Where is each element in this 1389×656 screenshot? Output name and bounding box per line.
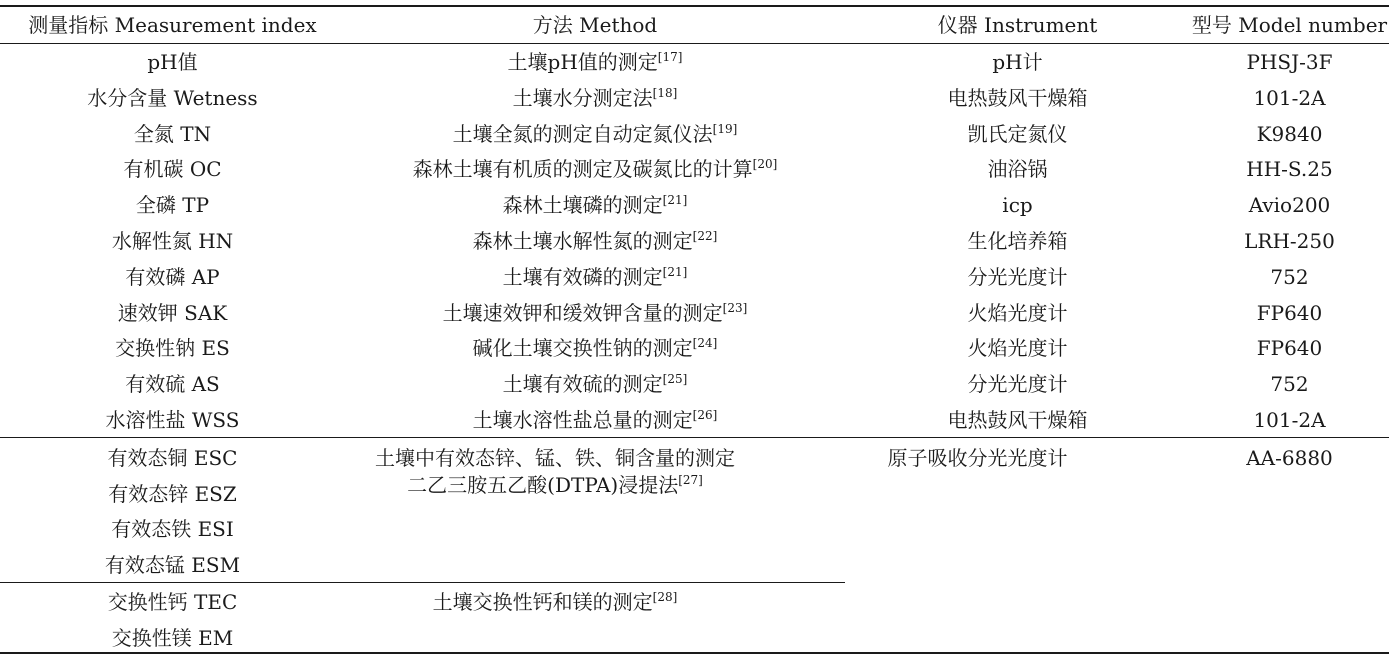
row-method: [345, 116, 845, 152]
row-method: [345, 44, 845, 80]
row-method-ref: [26]: [692, 408, 718, 422]
row-method-ref: [18]: [652, 86, 678, 100]
group1-index-3: 有效态锰 ESM: [104, 553, 241, 577]
row-instrument: icp: [1002, 193, 1033, 217]
row-instrument: 火焰光度计: [967, 336, 1068, 360]
group1-index-0: 有效态铜 ESC: [107, 446, 238, 470]
row-method: [345, 151, 845, 187]
row-index: 全氮 TN: [133, 122, 212, 146]
row-instrument: pH计: [992, 50, 1043, 74]
row-model: 752: [1270, 265, 1309, 289]
row-method-text: 土壤水溶性盐总量的测定: [472, 408, 693, 432]
row-index: 水解性氮 HN: [111, 229, 234, 253]
row-model: FP640: [1256, 336, 1323, 360]
group-rule: [0, 582, 845, 583]
row-model: K9840: [1256, 122, 1323, 146]
group2-method: [345, 584, 765, 620]
row-method: [345, 187, 845, 223]
row-instrument: 电热鼓风干燥箱: [947, 408, 1088, 432]
header-model-number: 型号 Model number: [1191, 13, 1388, 37]
row-model: Avio200: [1248, 193, 1331, 217]
row-instrument: 生化培养箱: [967, 229, 1068, 253]
row-method-ref: [20]: [752, 157, 778, 171]
row-index: pH值: [147, 50, 198, 74]
row-method-text: 土壤水分测定法: [512, 86, 653, 110]
row-index: 速效钾 SAK: [117, 301, 228, 325]
row-method-ref: [21]: [662, 265, 688, 279]
row-method: [345, 295, 845, 331]
row-instrument: 分光光度计: [967, 372, 1068, 396]
row-method-text: 土壤全氮的测定自动定氮仪法: [452, 122, 713, 146]
row-method-ref: [21]: [662, 193, 688, 207]
row-instrument: 电热鼓风干燥箱: [947, 86, 1088, 110]
row-method-ref: [22]: [692, 229, 718, 243]
row-instrument: 油浴锅: [987, 157, 1048, 181]
row-instrument: 凯氏定氮仪: [967, 122, 1068, 146]
row-instrument: 火焰光度计: [967, 301, 1068, 325]
group1-model: AA-6880: [1246, 446, 1333, 470]
row-model: LRH-250: [1244, 229, 1335, 253]
section-rule: [0, 437, 1389, 438]
group1-method-ref: [27]: [678, 473, 703, 487]
group1-index-2: 有效态铁 ESI: [111, 517, 234, 541]
group1-method-line1-text: 土壤中有效态锌、锰、铁、铜含量的测定: [375, 446, 735, 470]
row-method: [345, 402, 845, 438]
row-model: HH-S.25: [1246, 157, 1333, 181]
header-measurement-index: 测量指标 Measurement index: [28, 13, 317, 37]
group2-method-ref: [28]: [652, 590, 678, 604]
group2-index-0: 交换性钙 TEC: [107, 590, 238, 614]
row-index: 有效磷 AP: [125, 265, 220, 289]
row-method-ref: [24]: [692, 336, 718, 350]
group2-index-1: 交换性镁 EM: [111, 626, 234, 650]
row-method-text: 森林土壤有机质的测定及碳氮比的计算: [412, 157, 753, 181]
row-method: [345, 223, 845, 259]
group2-method-text: 土壤交换性钙和镁的测定: [432, 590, 653, 614]
row-index: 全磷 TP: [135, 193, 210, 217]
row-method: [345, 80, 845, 116]
row-method: [345, 366, 845, 402]
row-model: FP640: [1256, 301, 1323, 325]
row-method-ref: [19]: [712, 122, 738, 136]
row-index: 水溶性盐 WSS: [105, 408, 240, 432]
header-instrument: 仪器 Instrument: [937, 13, 1098, 37]
row-index: 有机碳 OC: [123, 157, 222, 181]
row-method: [345, 259, 845, 295]
row-method-text: 土壤pH值的测定: [507, 50, 658, 74]
row-method-ref: [23]: [722, 301, 748, 315]
row-model: 752: [1270, 372, 1309, 396]
row-method-text: 土壤速效钾和缓效钾含量的测定: [442, 301, 723, 325]
row-method-ref: [25]: [662, 372, 688, 386]
row-model: 101-2A: [1253, 86, 1326, 110]
row-index: 交换性钠 ES: [115, 336, 230, 360]
row-method-text: 土壤有效硫的测定: [502, 372, 663, 396]
row-model: PHSJ-3F: [1246, 50, 1333, 74]
row-index: 水分含量 Wetness: [87, 86, 258, 110]
group1-instrument: 原子吸收分光光度计: [887, 446, 1068, 470]
header-method: 方法 Method: [532, 13, 658, 37]
row-method: [345, 330, 845, 366]
row-model: 101-2A: [1253, 408, 1326, 432]
group1-index-1: 有效态锌 ESZ: [108, 482, 237, 506]
row-method-text: 土壤有效磷的测定: [502, 265, 663, 289]
row-index: 有效硫 AS: [125, 372, 220, 396]
row-instrument: 分光光度计: [967, 265, 1068, 289]
group1-method-line2-text: 二乙三胺五乙酸(DTPA)浸提法: [407, 473, 679, 497]
row-method-text: 森林土壤水解性氮的测定: [472, 229, 693, 253]
group1-method-line2: [345, 467, 765, 503]
row-method-text: 碱化土壤交换性钠的测定: [472, 336, 693, 360]
row-method-ref: [17]: [657, 50, 683, 64]
row-method-text: 森林土壤磷的测定: [502, 193, 663, 217]
